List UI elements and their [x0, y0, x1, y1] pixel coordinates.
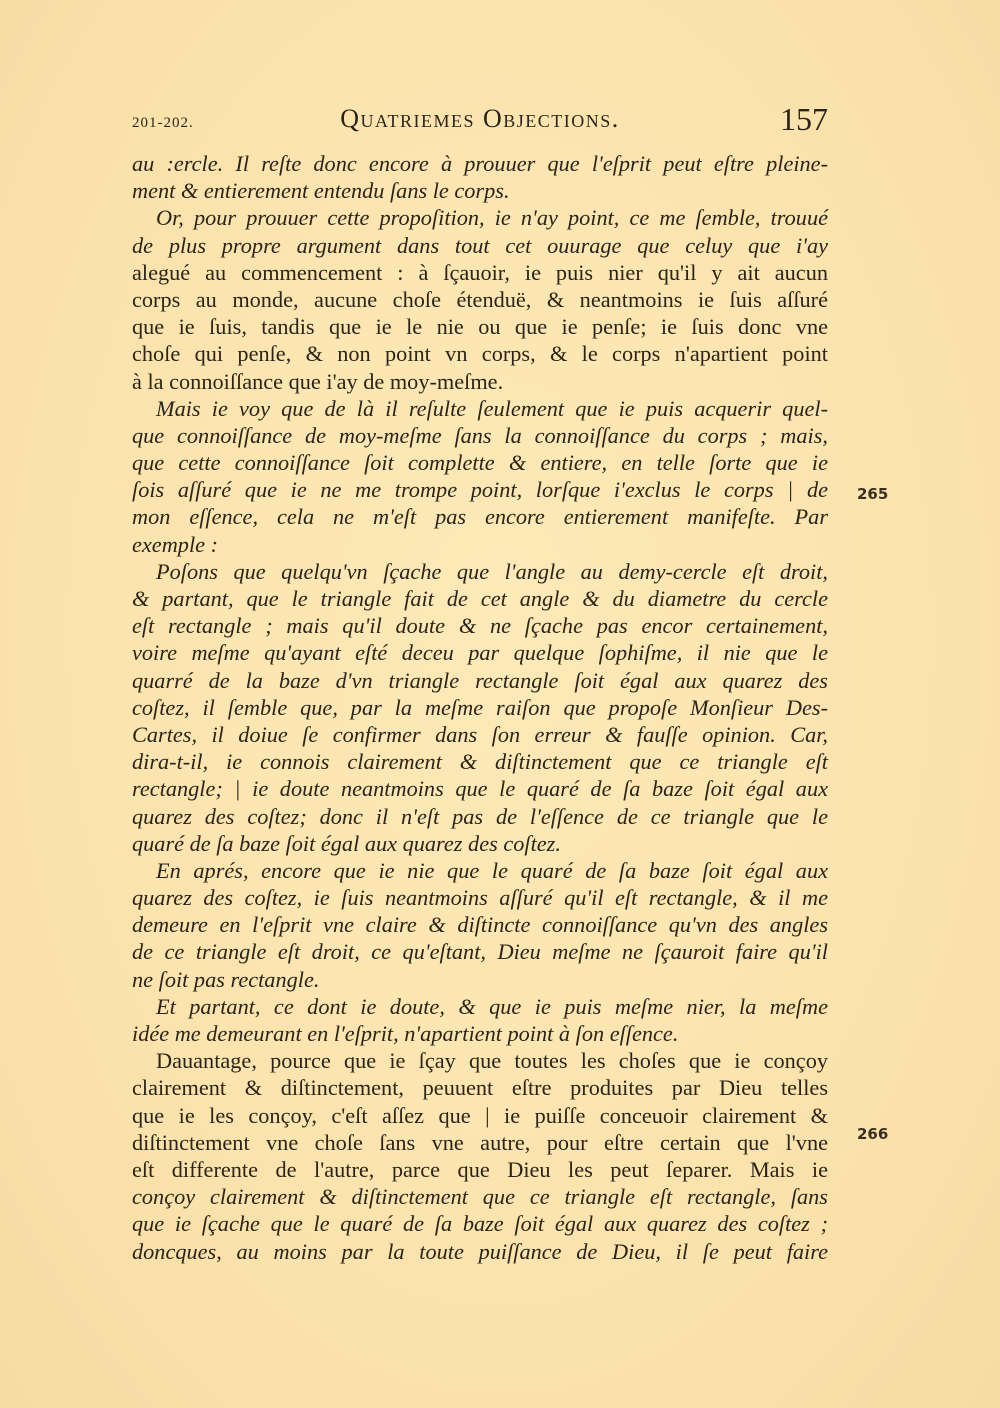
text-line: eſt differente de l'autre, parce que Dieu les peut ſeparer. Mais ie: [132, 1156, 828, 1182]
text-line: que ie ſçache que le quaré de ſa baze ſoit égal aux quarez des coſtez ;: [132, 1211, 828, 1237]
page-number: 157: [780, 101, 828, 137]
running-header: [132, 98, 828, 138]
text-line: choſe qui penſe, & non point vn corps, & le corps n'apartient point: [132, 341, 828, 367]
text-line: Mais ie voy que de là il reſulte ſeulement que ie puis acquerir quel-: [156, 395, 828, 421]
text-line: que ie ſuis, tandis que ie le nie ou que ie penſe; ie ſuis donc vne: [132, 314, 828, 340]
header-column-ref: 201-202.: [132, 115, 194, 131]
text-line: ſois aſſuré que ie ne me trompe point, lorſque i'exclus le corps | de: [132, 477, 828, 503]
margin-ref-265: 265: [857, 485, 889, 503]
text-line: doncques, au moins par la toute puiſſance de Dieu, il ſe peut faire: [132, 1238, 828, 1264]
text-line: Poſons que quelqu'vn ſçache que l'angle au demy-cercle eſt droit,: [156, 558, 828, 584]
text-line: quaré de ſa baze ſoit égal aux quarez des coſtez.: [132, 830, 561, 856]
body-text: [132, 150, 828, 1265]
text-line: quarez des coſtez, ie ſuis neantmoins aſſuré qu'il eſt rectangle, & il me: [132, 885, 828, 911]
text-line: ment & entierement entendu ſans le corps.: [132, 178, 510, 204]
text-line: corps au monde, aucune choſe étenduë, & neantmoins ie ſuis aſſuré: [132, 286, 828, 312]
text-line: alegué au commencement : à ſçauoir, ie puis nier qu'il y ait aucun: [132, 259, 828, 285]
text-line: diſtinctement vne choſe ſans vne autre, pour eſtre certain que l'vne: [132, 1129, 828, 1155]
text-line: conçoy clairement & diſtinctement que ce triangle eſt rectangle, ſans: [132, 1184, 828, 1210]
text-line: coſtez, il ſemble que, par la meſme raiſon que propoſe Monſieur Des-: [132, 694, 828, 720]
text-line: que ie les conçoy, c'eſt aſſez que | ie puiſſe conceuoir clairement &: [132, 1102, 828, 1128]
margin-ref-266: 266: [857, 1125, 889, 1143]
text-line: rectangle; | ie doute neantmoins que le quaré de ſa baze ſoit égal aux: [132, 776, 828, 802]
text-line: idée me demeurant en l'eſprit, n'apartient point à ſon eſſence.: [132, 1021, 679, 1046]
text-line: ne ſoit pas rectangle.: [132, 966, 320, 992]
text-line: dira-t-il, ie connois clairement & diſtinctement que ce triangle eſt: [132, 749, 828, 775]
text-line: mon eſſence, cela ne m'eſt pas encore entierement manifeſte. Par: [132, 504, 828, 530]
text-line: à la connoiſſance que i'ay de moy-meſme.: [132, 368, 504, 394]
text-line: clairement & diſtinctement, peuuent eſtre produites par Dieu telles: [132, 1075, 828, 1101]
text-line: Cartes, il doiue ſe confirmer dans ſon erreur & fauſſe opinion. Car,: [132, 721, 828, 747]
text-line: de ce triangle eſt droit, ce qu'eſtant, Dieu meſme ne ſçauroit faire qu'il: [132, 939, 828, 965]
text-line: eſt rectangle ; mais qu'il doute & ne ſçache pas encor certainement,: [132, 613, 828, 639]
text-line: demeure en l'eſprit vne claire & diſtincte connoiſſance qu'vn des angles: [132, 912, 828, 938]
text-line: que cette connoiſſance ſoit complette & entiere, en telle ſorte que ie: [132, 450, 828, 476]
text-line: Or, pour prouuer cette propoſition, ie n'ay point, ce me ſemble, trouué: [156, 205, 828, 231]
text-line: voire meſme qu'ayant eſté deceu par quelque ſophiſme, il nie que le: [132, 640, 828, 666]
text-line: au :ercle. Il reſte donc encore à prouuer que l'eſprit peut eſtre pleine-: [132, 151, 828, 176]
text-line: & partant, que le triangle fait de cet angle & du diametre du cercle: [132, 586, 828, 611]
text-line: de plus propre argument dans tout cet ouurage que celuy que i'ay: [132, 232, 828, 258]
text-line: Dauantage, pource que ie ſçay que toutes les choſes que ie conçoy: [156, 1048, 828, 1074]
text-line: quarré de la baze d'vn triangle rectangle ſoit égal aux quarez des: [132, 667, 828, 693]
text-line: En aprés, encore que ie nie que le quaré de ſa baze ſoit égal aux: [156, 857, 828, 883]
header-title: Quatriemes Objections.: [340, 104, 620, 133]
text-line: Et partant, ce dont ie doute, & que ie puis meſme nier, la meſme: [156, 993, 828, 1019]
text-line: que connoiſſance de moy-meſme ſans la connoiſſance du corps ; mais,: [132, 422, 828, 448]
text-line: exemple :: [132, 531, 219, 557]
text-line: quarez des coſtez; donc il n'eſt pas de l'eſſence de ce triangle que le: [132, 803, 828, 829]
